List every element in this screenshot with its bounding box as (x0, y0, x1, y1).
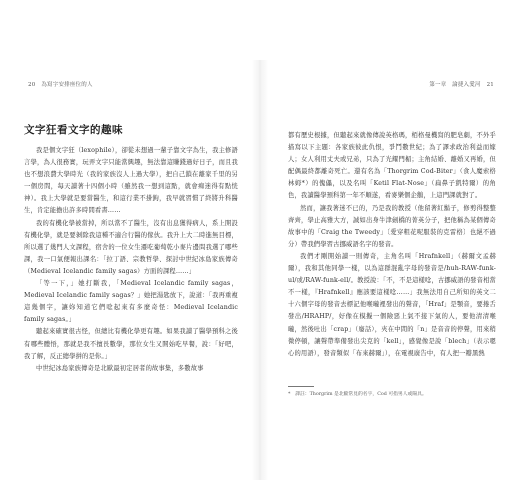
right-paragraph-2: 然而，讓我著迷不已的，乃是我的教授（他留著紅鬍子，修剪得整整齊齊，學止高雅大方，誠如出身牛津劍橋的菁英分子，把他稱為某個傳奇故事中的「Craig the Tweedy」〔愛穿粗花呢服裝的克雷格〕也絕不過分）帶我們學習古挪威語名字的發音。 (288, 204, 496, 248)
left-paragraph-1: 我是個文字狂（lexophile），卻從未想過一輩子靠文字為生，我主修語言學，為人很務實，玩弄文字只能當興趣，無法靠這賺錢過好日子，而且我也不想浪費大學時光（我的家族沒人上過大學），把自己鎖在離家千里的另一個房間，每天讀著十四個小時（雖然我一想到這點，就會痴迷得有點恍神）。我上大學就是要當醫生，和這行業不掛鉤，我早就習慣了終將升科醫生，肯定能擔出許多時間看書…… (24, 147, 238, 215)
right-page-number: 21 (486, 82, 494, 88)
left-paragraph-4: 聽起來確實很古怪，但總比有機化學更有趣。如果我讀了醫學預科之後有哪些體悟，那就是我不擅長數學，那位女生又開始吃早餐，說：「好吧，我了解，反正總學拼的是你。」 (24, 328, 238, 360)
right-paragraph-3: 我們才剛開始讀一則傳奇，主角名叫「Hrafnkell」（赫爾文孟赫爾），我和其他同學一樣，以為這群混亂字母的發音是/huh-RAW-funk-ul/或/RAW-funk-ell/。教授說：「不，不是這樣唸，古挪威語的發音相當不一樣，『Hrafnkell』應該要這樣唸……」我無法用自己所知的英文二十六個字母的發音去標記他喉嚨裡發出的聲音，「Hraf」是顎音，要捲舌發出/HRAHP/，好像在模擬一個險惡上氣不接下氣的人，要他清清喉嚨，然後吐出「crap」（廢話），夾在中間的「n」是音音的停聲，用來稍微停頓，讓聲帶準備發出尖克的「kell」，感覺像是說「blech」（表示嗯心的用語），發音類似「布來赫爾」），在電視廣告中，有人把一瓣黑熱 (288, 252, 496, 357)
left-running-head (24, 80, 93, 88)
right-paragraph-1: 都有歷史根據，但聽起來就像傳說英格瑪，栢格曼機寫的肥皂劇，不外乎描寫以下主題：各家族彼此仇恨，爭鬥數世紀；為了譯求政治利益而嫁人；女人利用丈夫或兄弟，只為了光耀門楣；主角結婚、離婚又再婚，但配偶最終都離奇死亡。還有名為「Thorgrim Cod-Biter」（食人魔索格林姆*）的傀儡，以及名叫「Ketil Flat-Nose」（扁鼻子凱特爾）的角色，我讀醫學預科第一年不順遂，看麥樂個企鵝，上這門課就對了。 (288, 132, 496, 200)
left-body-text (24, 145, 238, 375)
left-paragraph-3: 「等一下，」她打斷我，「Medieval Icelandic family sagas，Medieval Icelandic family sagas？」她把湯匙放下，說道：「我再重複這幾個字，讓妳知道它們唸起來有多麼奇怪：Medieval Icelandic family sagas。」 (24, 280, 238, 324)
right-body-text (288, 130, 496, 360)
left-paragraph-5: 中世紀冰島家族傳奇是北歐最初定居者的故事集，多數故事 (36, 364, 204, 372)
left-paragraph-2: 我的有機化學被當掉，所以當不了醫生，沒有出息獲得病人，系上開設有機化學，就是要剝除我這種不適合行醫的傢伙。我升上大二時進無目標，所以選了幾門人文課程，宿舍的一位女生遷吃葡萄乾小麥片邊問我選了哪些課，我一口氣便報出課名：「拉丁語、宗教哲學、探討中世紀冰島家族傳奇（Medieval Icelandic family sagas）方面的課程……」 (24, 219, 238, 275)
footnote: * 譯註：Thorgrim 是北歐常見的名字，Cod 可指男人或陽具。 (288, 392, 427, 397)
right-running-head-title: 第一章 論捷入愛河 (429, 82, 481, 88)
left-running-head-title: 為寫字安排座位的人 (41, 82, 93, 88)
left-page-number: 20 (28, 82, 36, 88)
section-title: 文字狂看文字的趣味 (24, 124, 123, 136)
footnote-divider (288, 386, 314, 387)
right-running-head (429, 80, 498, 88)
